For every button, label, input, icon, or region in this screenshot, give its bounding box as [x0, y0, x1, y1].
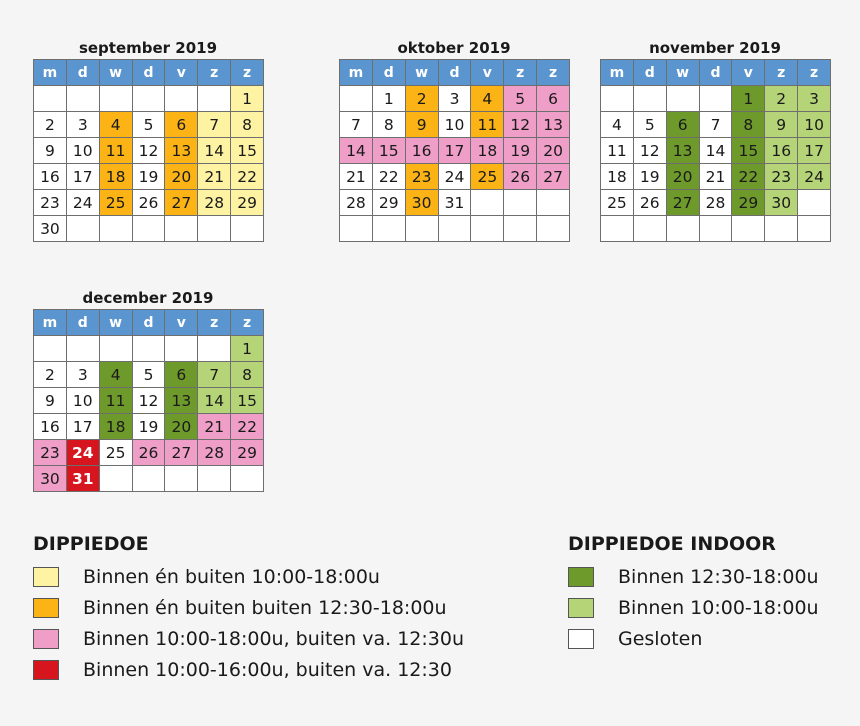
day-cell: 13: [666, 138, 699, 164]
day-cell: 2: [34, 362, 67, 388]
day-cell: 30: [34, 466, 67, 492]
calendar-november: [600, 37, 830, 242]
day-cell: 9: [34, 388, 67, 414]
day-cell: [471, 190, 504, 216]
day-cell: 29: [732, 190, 765, 216]
day-cell: 29: [372, 190, 405, 216]
calendar-title: november 2019: [649, 39, 781, 57]
legend-title: DIPPIEDOE: [33, 533, 149, 555]
day-cell: [504, 216, 537, 242]
day-cell: 28: [198, 190, 231, 216]
day-cell: [438, 216, 471, 242]
day-cell: [798, 216, 831, 242]
month-grid: [33, 59, 264, 242]
day-cell: 22: [231, 164, 264, 190]
day-cell: 3: [438, 86, 471, 112]
weekday-header-row: [34, 310, 264, 336]
weekday-header: v: [471, 60, 504, 86]
legend-dippiedoe: [33, 531, 464, 685]
week-row: [601, 138, 831, 164]
day-cell: 26: [132, 190, 165, 216]
day-cell: 12: [132, 388, 165, 414]
legend-label: Binnen 10:00-18:00u: [618, 596, 819, 619]
day-cell: [231, 466, 264, 492]
week-row: [34, 216, 264, 242]
day-cell: [231, 216, 264, 242]
day-cell: 13: [165, 388, 198, 414]
day-cell: 7: [198, 112, 231, 138]
day-cell: [537, 216, 570, 242]
week-row: [340, 86, 570, 112]
week-row: [34, 138, 264, 164]
color-swatch: [33, 660, 59, 680]
day-cell: 9: [405, 112, 438, 138]
week-row: [34, 112, 264, 138]
day-cell: 10: [438, 112, 471, 138]
legend-item: [568, 623, 819, 654]
day-cell: 26: [132, 440, 165, 466]
day-cell: [405, 216, 438, 242]
day-cell: [66, 216, 99, 242]
day-cell: 8: [231, 362, 264, 388]
weekday-header: d: [132, 310, 165, 336]
day-cell: 7: [340, 112, 373, 138]
legend-title: DIPPIEDOE INDOOR: [568, 533, 776, 555]
calendar-title: december 2019: [82, 289, 214, 307]
day-cell: 8: [231, 112, 264, 138]
weekday-header: d: [66, 310, 99, 336]
calendar-title: september 2019: [78, 39, 218, 57]
color-swatch: [568, 629, 594, 649]
day-cell: 19: [504, 138, 537, 164]
week-row: [601, 86, 831, 112]
color-swatch: [33, 567, 59, 587]
day-cell: [537, 190, 570, 216]
day-cell: 9: [34, 138, 67, 164]
week-row: [601, 112, 831, 138]
day-cell: 27: [537, 164, 570, 190]
day-cell: 3: [66, 112, 99, 138]
day-cell: [99, 336, 132, 362]
day-cell: 21: [198, 414, 231, 440]
day-cell: [165, 336, 198, 362]
day-cell: 12: [132, 138, 165, 164]
weekday-header: w: [405, 60, 438, 86]
day-cell: [732, 216, 765, 242]
day-cell: 14: [198, 388, 231, 414]
day-cell: 22: [732, 164, 765, 190]
day-cell: 11: [99, 138, 132, 164]
day-cell: [633, 216, 666, 242]
weekday-header: z: [798, 60, 831, 86]
day-cell: 6: [666, 112, 699, 138]
month-grid: [339, 59, 570, 242]
day-cell: [165, 86, 198, 112]
weekday-header-row: [34, 60, 264, 86]
week-row: [340, 190, 570, 216]
day-cell: 24: [798, 164, 831, 190]
day-cell: 14: [198, 138, 231, 164]
weekday-header: d: [699, 60, 732, 86]
day-cell: 30: [34, 216, 67, 242]
day-cell: 12: [504, 112, 537, 138]
day-cell: 30: [405, 190, 438, 216]
legend-label: Binnen én buiten buiten 12:30-18:00u: [83, 596, 447, 619]
weekday-header: d: [132, 60, 165, 86]
weekday-header: d: [66, 60, 99, 86]
day-cell: 23: [34, 440, 67, 466]
color-swatch: [33, 629, 59, 649]
weekday-header: m: [340, 60, 373, 86]
day-cell: [601, 86, 634, 112]
legend-dippiedoe-indoor: [568, 531, 819, 654]
weekday-header: w: [99, 310, 132, 336]
day-cell: 5: [132, 112, 165, 138]
day-cell: [34, 336, 67, 362]
weekday-header: w: [666, 60, 699, 86]
day-cell: [198, 86, 231, 112]
day-cell: 28: [699, 190, 732, 216]
day-cell: 9: [765, 112, 798, 138]
legend-label: Binnen 12:30-18:00u: [618, 565, 819, 588]
day-cell: 21: [198, 164, 231, 190]
day-cell: 19: [132, 414, 165, 440]
day-cell: 14: [699, 138, 732, 164]
day-cell: 16: [34, 414, 67, 440]
day-cell: 28: [198, 440, 231, 466]
day-cell: 8: [732, 112, 765, 138]
weekday-header: z: [231, 310, 264, 336]
day-cell: 27: [165, 190, 198, 216]
day-cell: [198, 466, 231, 492]
week-row: [34, 86, 264, 112]
day-cell: [340, 86, 373, 112]
day-cell: 15: [231, 388, 264, 414]
day-cell: 1: [231, 86, 264, 112]
calendar-december: [33, 287, 263, 492]
day-cell: 6: [537, 86, 570, 112]
day-cell: 14: [340, 138, 373, 164]
weekday-header: z: [537, 60, 570, 86]
weekday-header: z: [198, 60, 231, 86]
day-cell: 19: [132, 164, 165, 190]
week-row: [340, 138, 570, 164]
day-cell: 5: [504, 86, 537, 112]
day-cell: [132, 86, 165, 112]
day-cell: 30: [765, 190, 798, 216]
week-row: [34, 414, 264, 440]
day-cell: [198, 336, 231, 362]
weekday-header: m: [601, 60, 634, 86]
weekday-header: d: [372, 60, 405, 86]
weekday-header: m: [34, 60, 67, 86]
calendar-title: oktober 2019: [397, 39, 511, 57]
day-cell: 10: [66, 138, 99, 164]
day-cell: 3: [66, 362, 99, 388]
day-cell: 16: [405, 138, 438, 164]
day-cell: 11: [471, 112, 504, 138]
day-cell: [99, 86, 132, 112]
day-cell: 18: [99, 414, 132, 440]
week-row: [340, 164, 570, 190]
day-cell: 20: [165, 414, 198, 440]
week-row: [34, 388, 264, 414]
day-cell: 29: [231, 440, 264, 466]
day-cell: [165, 466, 198, 492]
day-cell: 27: [165, 440, 198, 466]
day-cell: 18: [99, 164, 132, 190]
day-cell: [601, 216, 634, 242]
day-cell: 28: [340, 190, 373, 216]
day-cell: [666, 216, 699, 242]
week-row: [601, 190, 831, 216]
week-row: [34, 440, 264, 466]
week-row: [601, 164, 831, 190]
day-cell: 2: [405, 86, 438, 112]
week-row: [34, 362, 264, 388]
day-cell: 11: [99, 388, 132, 414]
week-row: [34, 190, 264, 216]
day-cell: 6: [165, 362, 198, 388]
weekday-header: v: [165, 310, 198, 336]
day-cell: 4: [471, 86, 504, 112]
day-cell: 13: [165, 138, 198, 164]
day-cell: [372, 216, 405, 242]
day-cell: 19: [633, 164, 666, 190]
day-cell: 22: [231, 414, 264, 440]
weekday-header: d: [438, 60, 471, 86]
legend-item: [33, 592, 464, 623]
day-cell: 17: [438, 138, 471, 164]
day-cell: 22: [372, 164, 405, 190]
day-cell: [699, 216, 732, 242]
day-cell: [666, 86, 699, 112]
weekday-header-row: [340, 60, 570, 86]
color-swatch: [568, 598, 594, 618]
legend-label: Binnen 10:00-18:00u, buiten va. 12:30u: [83, 627, 465, 650]
day-cell: 24: [438, 164, 471, 190]
weekday-header: v: [165, 60, 198, 86]
day-cell: 11: [601, 138, 634, 164]
day-cell: 12: [633, 138, 666, 164]
legend-item: [33, 561, 464, 592]
day-cell: 7: [699, 112, 732, 138]
day-cell: 23: [765, 164, 798, 190]
day-cell: 17: [798, 138, 831, 164]
week-row: [34, 336, 264, 362]
week-row: [34, 466, 264, 492]
day-cell: [198, 216, 231, 242]
weekday-header: m: [34, 310, 67, 336]
day-cell: 23: [34, 190, 67, 216]
day-cell: 13: [537, 112, 570, 138]
weekday-header: z: [231, 60, 264, 86]
day-cell: 27: [666, 190, 699, 216]
day-cell: 2: [765, 86, 798, 112]
day-cell: 1: [231, 336, 264, 362]
day-cell: 21: [699, 164, 732, 190]
day-cell: 29: [231, 190, 264, 216]
legend-label: Binnen én buiten 10:00-18:00u: [83, 565, 380, 588]
day-cell: 25: [601, 190, 634, 216]
day-cell: 20: [666, 164, 699, 190]
day-cell: [765, 216, 798, 242]
calendar-september: [33, 37, 263, 242]
day-cell: 15: [372, 138, 405, 164]
day-cell: [132, 336, 165, 362]
week-row: [340, 112, 570, 138]
day-cell: [699, 86, 732, 112]
day-cell: 4: [99, 362, 132, 388]
day-cell: 25: [99, 440, 132, 466]
week-row: [340, 216, 570, 242]
weekday-header: z: [765, 60, 798, 86]
day-cell: 6: [165, 112, 198, 138]
day-cell: [471, 216, 504, 242]
day-cell: 24: [66, 190, 99, 216]
color-swatch: [568, 567, 594, 587]
day-cell: 18: [601, 164, 634, 190]
day-cell: [34, 86, 67, 112]
weekday-header: d: [633, 60, 666, 86]
day-cell: [340, 216, 373, 242]
weekday-header: z: [504, 60, 537, 86]
day-cell: [504, 190, 537, 216]
day-cell: 26: [504, 164, 537, 190]
day-cell: [165, 216, 198, 242]
month-grid: [33, 309, 264, 492]
weekday-header: w: [99, 60, 132, 86]
day-cell: 24: [66, 440, 99, 466]
day-cell: 25: [471, 164, 504, 190]
day-cell: 18: [471, 138, 504, 164]
day-cell: 5: [633, 112, 666, 138]
day-cell: [99, 466, 132, 492]
day-cell: [99, 216, 132, 242]
day-cell: 26: [633, 190, 666, 216]
day-cell: [132, 216, 165, 242]
day-cell: 2: [34, 112, 67, 138]
day-cell: 21: [340, 164, 373, 190]
week-row: [601, 216, 831, 242]
legend-label: Gesloten: [618, 627, 703, 650]
day-cell: [66, 86, 99, 112]
calendar-oktober: [339, 37, 569, 242]
color-swatch: [33, 598, 59, 618]
day-cell: 16: [765, 138, 798, 164]
day-cell: 20: [537, 138, 570, 164]
day-cell: 31: [438, 190, 471, 216]
weekday-header-row: [601, 60, 831, 86]
day-cell: 25: [99, 190, 132, 216]
weekday-header: z: [198, 310, 231, 336]
legend-item: [568, 561, 819, 592]
day-cell: 20: [165, 164, 198, 190]
day-cell: [798, 190, 831, 216]
day-cell: 8: [372, 112, 405, 138]
day-cell: 7: [198, 362, 231, 388]
legend-item: [568, 592, 819, 623]
day-cell: 15: [732, 138, 765, 164]
week-row: [34, 164, 264, 190]
day-cell: 1: [732, 86, 765, 112]
day-cell: 3: [798, 86, 831, 112]
day-cell: 4: [601, 112, 634, 138]
day-cell: 1: [372, 86, 405, 112]
day-cell: 31: [66, 466, 99, 492]
day-cell: 15: [231, 138, 264, 164]
day-cell: 5: [132, 362, 165, 388]
legend-label: Binnen 10:00-16:00u, buiten va. 12:30: [83, 658, 452, 681]
day-cell: 4: [99, 112, 132, 138]
month-grid: [600, 59, 831, 242]
legend-item: [33, 623, 464, 654]
day-cell: [633, 86, 666, 112]
day-cell: 10: [798, 112, 831, 138]
day-cell: 23: [405, 164, 438, 190]
day-cell: 10: [66, 388, 99, 414]
legend-item: [33, 654, 464, 685]
weekday-header: v: [732, 60, 765, 86]
day-cell: [132, 466, 165, 492]
day-cell: 16: [34, 164, 67, 190]
day-cell: 17: [66, 164, 99, 190]
day-cell: [66, 336, 99, 362]
day-cell: 17: [66, 414, 99, 440]
